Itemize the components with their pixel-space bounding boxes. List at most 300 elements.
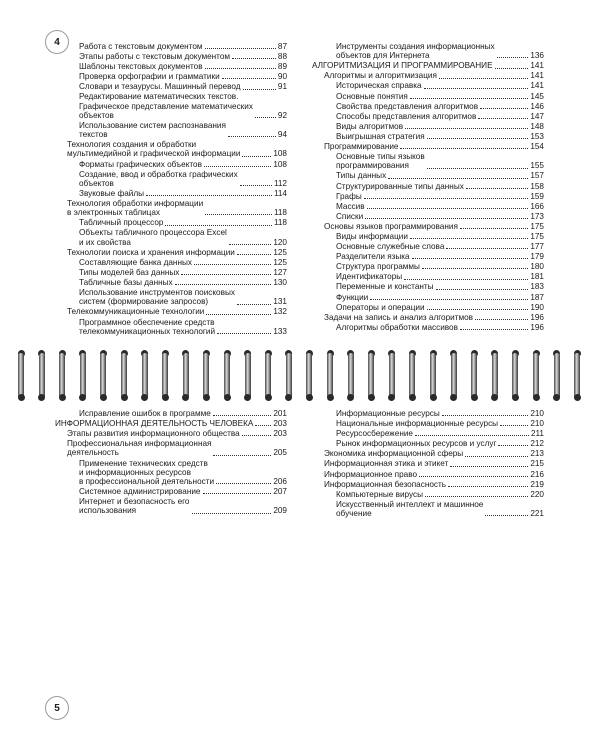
toc-entry-page: 206 bbox=[273, 476, 287, 486]
toc-entry-page: 154 bbox=[530, 142, 544, 152]
toc-entry-title: Системное администрирование bbox=[79, 487, 201, 497]
toc-entry-title: Создание, ввод и обработка графических объектов bbox=[79, 169, 238, 188]
toc-entry-title: Графы bbox=[336, 191, 362, 201]
binding-hole bbox=[141, 394, 148, 401]
toc-entry-page: 175 bbox=[530, 232, 544, 241]
toc-entry-title: Этапы развития информационного общества bbox=[67, 429, 240, 439]
binding-ring bbox=[492, 353, 498, 399]
toc-entry-title: Идентификаторы bbox=[336, 272, 403, 282]
binding-hole bbox=[182, 394, 189, 401]
dot-leader bbox=[480, 108, 528, 109]
spiral-binding bbox=[0, 348, 600, 404]
binding-ring bbox=[512, 353, 518, 399]
dot-leader bbox=[460, 329, 528, 330]
dot-leader bbox=[400, 148, 528, 149]
binding-hole bbox=[18, 394, 25, 401]
toc-entry-title: Использование систем распознавания текстов bbox=[79, 120, 226, 140]
dot-leader bbox=[229, 244, 272, 245]
toc-entry-page: 131 bbox=[273, 297, 287, 307]
toc-entry-page: 179 bbox=[530, 252, 544, 262]
dot-leader bbox=[255, 117, 276, 118]
toc-entry-title: Телекоммуникационные технологии bbox=[67, 307, 205, 317]
binding-ring bbox=[80, 353, 86, 399]
page-number-bottom: 5 bbox=[45, 696, 69, 720]
toc-entry-title: Экономика информационной сферы bbox=[324, 449, 464, 459]
binding-ring bbox=[574, 353, 580, 399]
dot-leader bbox=[194, 264, 271, 265]
toc-entry bbox=[55, 248, 287, 257]
toc-entry-title: Основные служебные слова bbox=[336, 242, 445, 252]
dot-leader bbox=[460, 228, 528, 229]
toc-entry-page: 91 bbox=[277, 82, 287, 92]
dot-leader bbox=[213, 455, 271, 456]
toc-entry-page: 219 bbox=[530, 479, 544, 489]
toc-entry bbox=[312, 419, 544, 428]
binding-hole bbox=[285, 394, 292, 401]
toc-entry bbox=[55, 278, 287, 287]
toc-entry bbox=[55, 121, 287, 139]
dot-leader bbox=[222, 78, 276, 79]
dot-leader bbox=[498, 445, 528, 446]
toc-entry bbox=[55, 82, 287, 91]
toc-entry bbox=[312, 282, 544, 291]
toc-entry-page: 166 bbox=[530, 201, 544, 211]
toc-entry bbox=[312, 182, 544, 191]
toc-entry-title: Звуковые файлы bbox=[79, 188, 145, 198]
toc-top-left-column bbox=[55, 42, 287, 337]
dot-leader bbox=[448, 486, 528, 487]
binding-hole bbox=[244, 394, 251, 401]
binding-hole bbox=[79, 394, 86, 401]
toc-entry-title: Списки bbox=[336, 211, 364, 221]
toc-entry-page: 118 bbox=[273, 218, 287, 228]
binding-hole bbox=[306, 394, 313, 401]
toc-bottom-left-column bbox=[55, 409, 287, 516]
toc-entry bbox=[55, 160, 287, 169]
toc-entry-page: 141 bbox=[530, 81, 544, 91]
dot-leader bbox=[427, 168, 529, 169]
binding-ring bbox=[18, 353, 24, 399]
toc-entry bbox=[55, 439, 287, 457]
toc-entry-page: 148 bbox=[530, 121, 544, 131]
dot-leader bbox=[404, 279, 528, 280]
toc-entry bbox=[312, 303, 544, 312]
toc-entry-title: Информационная этика и этикет bbox=[324, 459, 449, 469]
dot-leader bbox=[388, 178, 528, 179]
toc-entry-title: Искусственный интеллект и машинное обучение bbox=[336, 499, 484, 519]
toc-entry bbox=[312, 142, 544, 151]
dot-leader bbox=[364, 198, 529, 199]
toc-entry-page: 196 bbox=[530, 312, 544, 322]
toc-entry-page: 203 bbox=[273, 419, 287, 429]
dot-leader bbox=[442, 415, 529, 416]
binding-ring bbox=[533, 353, 539, 399]
toc-entry-title: Объекты табличного процессора Excel и их свойства bbox=[79, 228, 227, 247]
toc-entry-page: 125 bbox=[273, 247, 287, 257]
toc-entry-title: Типы данных bbox=[336, 171, 387, 181]
binding-hole bbox=[203, 394, 210, 401]
dot-leader bbox=[425, 496, 528, 497]
toc-entry-page: 136 bbox=[530, 51, 544, 61]
toc-entry-page: 133 bbox=[273, 326, 287, 336]
toc-entry-page: 183 bbox=[530, 282, 544, 292]
toc-entry bbox=[312, 313, 544, 322]
toc-entry bbox=[55, 487, 287, 496]
toc-entry-page: 216 bbox=[530, 469, 544, 479]
toc-entry-page: 210 bbox=[530, 409, 544, 418]
toc-entry bbox=[312, 192, 544, 201]
binding-ring bbox=[554, 353, 560, 399]
toc-entry bbox=[312, 132, 544, 141]
toc-entry bbox=[55, 62, 287, 71]
dot-leader bbox=[415, 435, 529, 436]
toc-entry bbox=[312, 323, 544, 332]
toc-entry bbox=[55, 429, 287, 438]
binding-hole bbox=[38, 394, 45, 401]
dot-leader bbox=[439, 78, 528, 79]
toc-entry-title: Алгоритмы обработки массивов bbox=[336, 322, 458, 332]
toc-entry-page: 203 bbox=[273, 429, 287, 439]
toc-entry-title: Исправление ошибок в программе bbox=[79, 409, 211, 418]
dot-leader bbox=[205, 68, 276, 69]
toc-entry-title: Форматы графических объектов bbox=[79, 159, 202, 169]
binding-hole bbox=[574, 394, 581, 401]
dot-leader bbox=[475, 319, 528, 320]
toc-entry bbox=[312, 232, 544, 241]
toc-entry-title: Переменные и константы bbox=[336, 282, 434, 292]
toc-entry-title: Основные понятия bbox=[336, 91, 408, 101]
toc-entry-page: 153 bbox=[530, 131, 544, 141]
dot-leader bbox=[203, 493, 272, 494]
toc-entry bbox=[312, 429, 544, 438]
toc-entry bbox=[312, 202, 544, 211]
toc-entry-page: 211 bbox=[530, 429, 544, 439]
toc-entry-page: 92 bbox=[277, 110, 287, 120]
toc-entry-title: Интернет и безопасность его использования bbox=[79, 497, 190, 516]
toc-entry-title: Редактирование математических текстов. Графическое представление математических объектов bbox=[79, 92, 253, 120]
binding-ring bbox=[409, 353, 415, 399]
dot-leader bbox=[205, 48, 276, 49]
toc-entry-title: Программное обеспечение средств телекоммуникационных технологий bbox=[79, 317, 216, 336]
toc-entry bbox=[312, 222, 544, 231]
toc-entry bbox=[312, 490, 544, 499]
toc-entry-title: Историческая справка bbox=[336, 81, 422, 91]
dot-leader bbox=[422, 268, 528, 269]
toc-entry-title: Инструменты создания информационных объектов для Интернета bbox=[336, 42, 495, 61]
dot-leader bbox=[232, 58, 276, 59]
dot-leader bbox=[410, 98, 529, 99]
toc-entry-title: Алгоритмы и алгоритмизация bbox=[324, 71, 437, 81]
binding-ring bbox=[203, 353, 209, 399]
toc-entry-page: 177 bbox=[530, 242, 544, 252]
dot-leader bbox=[478, 118, 528, 119]
dot-leader bbox=[497, 57, 529, 58]
toc-entry-page: 207 bbox=[273, 487, 287, 497]
dot-leader bbox=[237, 254, 271, 255]
toc-entry bbox=[312, 152, 544, 170]
toc-entry bbox=[55, 72, 287, 81]
page-number-top: 4 bbox=[45, 30, 69, 54]
binding-hole bbox=[59, 394, 66, 401]
toc-entry-title: Рынок информационных ресурсов и услуг bbox=[336, 439, 497, 449]
binding-hole bbox=[224, 394, 231, 401]
dot-leader bbox=[495, 68, 529, 69]
toc-entry bbox=[312, 480, 544, 489]
toc-bottom-right-column bbox=[312, 409, 544, 519]
toc-entry-title: Информационные ресурсы bbox=[336, 409, 440, 418]
toc-entry-title: Информационное право bbox=[324, 469, 418, 479]
toc-entry bbox=[55, 307, 287, 316]
toc-entry-page: 89 bbox=[277, 62, 287, 72]
toc-entry-title: Технология создания и обработки мультимедийной и графической информации bbox=[67, 140, 241, 159]
toc-entry bbox=[55, 258, 287, 267]
toc-entry-page: 210 bbox=[530, 419, 544, 429]
dot-leader bbox=[204, 166, 271, 167]
binding-ring bbox=[286, 353, 292, 399]
toc-entry-page: 118 bbox=[273, 208, 287, 218]
binding-hole bbox=[368, 394, 375, 401]
dot-leader bbox=[466, 188, 529, 189]
binding-ring bbox=[368, 353, 374, 399]
toc-entry bbox=[312, 81, 544, 90]
toc-entry-page: 88 bbox=[277, 52, 287, 62]
binding-ring bbox=[162, 353, 168, 399]
toc-entry-title: Разделители языка bbox=[336, 252, 410, 262]
toc-entry-page: 196 bbox=[530, 322, 544, 332]
dot-leader bbox=[410, 238, 528, 239]
dot-leader bbox=[242, 156, 271, 157]
toc-entry-title: Операторы и операции bbox=[336, 302, 425, 312]
dot-leader bbox=[367, 208, 529, 209]
toc-entry-page: 187 bbox=[530, 292, 544, 302]
binding-ring bbox=[39, 353, 45, 399]
toc-entry-page: 213 bbox=[530, 449, 544, 459]
toc-entry-title: Технологии поиска и хранения информации bbox=[67, 247, 235, 257]
toc-entry bbox=[312, 212, 544, 221]
toc-entry-page: 158 bbox=[530, 181, 544, 191]
toc-entry-page: 114 bbox=[273, 188, 287, 198]
toc-entry-page: 87 bbox=[277, 42, 287, 51]
toc-entry-title: Шаблоны текстовых документов bbox=[79, 62, 203, 72]
binding-hole bbox=[533, 394, 540, 401]
binding-hole bbox=[409, 394, 416, 401]
binding-hole bbox=[100, 394, 107, 401]
toc-entry-title: Виды информации bbox=[336, 232, 408, 241]
toc-entry-page: 146 bbox=[530, 101, 544, 111]
binding-hole bbox=[553, 394, 560, 401]
toc-entry-page: 215 bbox=[530, 459, 544, 469]
toc-entry-page: 145 bbox=[530, 91, 544, 101]
binding-ring bbox=[183, 353, 189, 399]
toc-entry bbox=[312, 242, 544, 251]
dot-leader bbox=[500, 425, 528, 426]
dot-leader bbox=[419, 476, 528, 477]
toc-entry bbox=[312, 71, 544, 80]
toc-entry bbox=[312, 470, 544, 479]
toc-top-right-column bbox=[312, 42, 544, 333]
binding-hole bbox=[327, 394, 334, 401]
toc-entry-title: Табличный процессор bbox=[79, 218, 164, 228]
toc-entry bbox=[312, 122, 544, 131]
toc-entry-page: 220 bbox=[530, 489, 544, 499]
dot-leader bbox=[216, 483, 271, 484]
dot-leader bbox=[205, 214, 272, 215]
toc-entry bbox=[312, 449, 544, 458]
toc-entry-page: 108 bbox=[273, 149, 287, 159]
toc-entry bbox=[312, 92, 544, 101]
toc-entry-title: Структурированные типы данных bbox=[336, 181, 464, 191]
toc-entry-page: 175 bbox=[530, 221, 544, 231]
toc-entry-title: Национальные информационные ресурсы bbox=[336, 419, 499, 429]
toc-entry bbox=[312, 500, 544, 518]
toc-entry bbox=[55, 189, 287, 198]
toc-entry-title: Массив bbox=[336, 201, 365, 211]
toc-entry-page: 127 bbox=[273, 267, 287, 277]
binding-ring bbox=[245, 353, 251, 399]
dot-leader bbox=[436, 289, 529, 290]
toc-entry bbox=[312, 262, 544, 271]
binding-ring bbox=[327, 353, 333, 399]
toc-entry-page: 120 bbox=[273, 237, 287, 247]
dot-leader bbox=[485, 515, 528, 516]
dot-leader bbox=[450, 466, 528, 467]
toc-entry bbox=[312, 112, 544, 121]
toc-entry-page: 141 bbox=[530, 71, 544, 81]
toc-entry bbox=[55, 199, 287, 217]
toc-entry bbox=[312, 252, 544, 261]
toc-entry bbox=[312, 409, 544, 418]
dot-leader bbox=[243, 89, 276, 90]
toc-entry-page: 190 bbox=[530, 302, 544, 312]
binding-ring bbox=[451, 353, 457, 399]
toc-entry bbox=[55, 497, 287, 515]
dot-leader bbox=[217, 333, 271, 334]
dot-leader bbox=[424, 88, 529, 89]
binding-ring bbox=[389, 353, 395, 399]
toc-entry-title: Выигрышная стратегия bbox=[336, 131, 425, 141]
binding-hole bbox=[512, 394, 519, 401]
toc-entry-page: 159 bbox=[530, 191, 544, 201]
dot-leader bbox=[206, 314, 271, 315]
toc-entry bbox=[312, 459, 544, 468]
binding-ring bbox=[100, 353, 106, 399]
toc-entry-page: 141 bbox=[530, 61, 544, 71]
binding-hole bbox=[471, 394, 478, 401]
toc-entry bbox=[312, 293, 544, 302]
toc-entry bbox=[55, 218, 287, 227]
toc-entry-page: 157 bbox=[530, 171, 544, 181]
binding-ring bbox=[430, 353, 436, 399]
toc-entry-page: 181 bbox=[530, 272, 544, 282]
binding-hole bbox=[491, 394, 498, 401]
dot-leader bbox=[255, 425, 271, 426]
binding-ring bbox=[224, 353, 230, 399]
toc-entry-title: Использование инструментов поисковых систем (формирование запросов) bbox=[79, 288, 235, 307]
toc-entry-title: Профессиональная информационная деятельность bbox=[67, 439, 212, 458]
dot-leader bbox=[181, 274, 271, 275]
toc-entry-title: Составляющие банка данных bbox=[79, 257, 192, 267]
toc-entry-page: 201 bbox=[273, 409, 287, 418]
binding-ring bbox=[142, 353, 148, 399]
toc-entry-title: Словари и тезаурусы. Машинный перевод bbox=[79, 82, 241, 92]
binding-ring bbox=[265, 353, 271, 399]
toc-entry-page: 90 bbox=[277, 72, 287, 82]
toc-entry-title: Работа с текстовым документом bbox=[79, 42, 203, 51]
dot-leader bbox=[427, 309, 529, 310]
toc-entry bbox=[312, 102, 544, 111]
binding-hole bbox=[347, 394, 354, 401]
toc-entry bbox=[55, 459, 287, 487]
toc-entry bbox=[55, 288, 287, 306]
toc-entry-title: Функции bbox=[336, 292, 369, 302]
toc-entry-page: 205 bbox=[273, 448, 287, 458]
toc-entry-title: Ресурсосбережение bbox=[336, 429, 413, 439]
toc-entry-title: ИНФОРМАЦИОННАЯ ДЕЯТЕЛЬНОСТЬ ЧЕЛОВЕКА bbox=[55, 419, 254, 429]
toc-entry-title: Технология обработки информации в электронных таблицах bbox=[67, 199, 204, 218]
toc-entry bbox=[55, 42, 287, 51]
binding-hole bbox=[265, 394, 272, 401]
dot-leader bbox=[192, 513, 272, 514]
toc-entry-title: Типы моделей баз данных bbox=[79, 267, 180, 277]
toc-entry-page: 221 bbox=[530, 509, 544, 519]
dot-leader bbox=[365, 218, 528, 219]
toc-entry-title: Компьютерные вирусы bbox=[336, 489, 423, 499]
binding-ring bbox=[59, 353, 65, 399]
toc-entry bbox=[312, 171, 544, 180]
toc-entry bbox=[312, 272, 544, 281]
dot-leader bbox=[412, 258, 529, 259]
binding-ring bbox=[348, 353, 354, 399]
dot-leader bbox=[240, 185, 272, 186]
dot-leader bbox=[146, 195, 272, 196]
toc-entry-page: 147 bbox=[530, 111, 544, 121]
binding-ring bbox=[471, 353, 477, 399]
toc-entry-title: Виды алгоритмов bbox=[336, 121, 404, 131]
toc-entry-title: Основные типы языков программирования bbox=[336, 152, 425, 171]
toc-entry-title: Применение технических средств и информационных ресурсов в профессиональной деятельности bbox=[79, 458, 215, 486]
toc-entry-title: Структура программы bbox=[336, 262, 420, 272]
toc-entry-title: Проверка орфографии и грамматики bbox=[79, 72, 220, 82]
binding-hole bbox=[450, 394, 457, 401]
dot-leader bbox=[405, 128, 528, 129]
toc-entry-page: 125 bbox=[273, 257, 287, 267]
toc-entry-title: АЛГОРИТМИЗАЦИЯ И ПРОГРАММИРОВАНИЕ bbox=[312, 61, 493, 71]
toc-entry bbox=[55, 318, 287, 336]
toc-entry-page: 108 bbox=[273, 159, 287, 169]
dot-leader bbox=[165, 225, 271, 226]
binding-ring bbox=[306, 353, 312, 399]
toc-entry bbox=[312, 42, 544, 60]
dot-leader bbox=[446, 248, 528, 249]
toc-entry bbox=[55, 140, 287, 158]
binding-hole bbox=[430, 394, 437, 401]
dot-leader bbox=[242, 435, 272, 436]
toc-entry-page: 94 bbox=[277, 130, 287, 140]
dot-leader bbox=[237, 304, 271, 305]
toc-entry-page: 180 bbox=[530, 262, 544, 272]
binding-hole bbox=[162, 394, 169, 401]
toc-entry bbox=[55, 92, 287, 120]
toc-entry-page: 130 bbox=[273, 278, 287, 288]
binding-ring bbox=[121, 353, 127, 399]
toc-entry-title: Информационная безопасность bbox=[324, 479, 447, 489]
toc-entry bbox=[55, 228, 287, 246]
toc-entry bbox=[55, 170, 287, 188]
toc-entry bbox=[55, 268, 287, 277]
binding-hole bbox=[121, 394, 128, 401]
toc-entry bbox=[312, 61, 544, 70]
toc-entry-page: 155 bbox=[530, 161, 544, 171]
